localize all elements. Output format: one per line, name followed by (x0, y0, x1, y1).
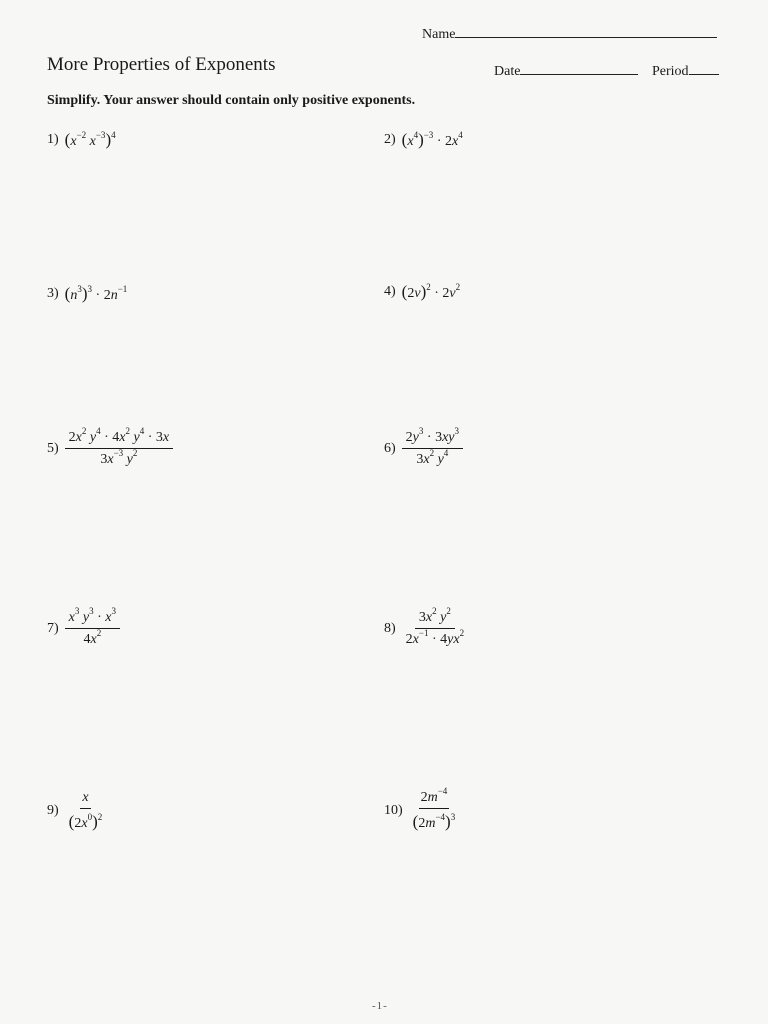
problem-number: 7) (47, 621, 59, 636)
denominator: $3x^{-3}$ $y^2$ (100, 448, 138, 467)
problem-number: 9) (47, 803, 59, 818)
period-blank (689, 61, 719, 75)
problem-9 (47, 790, 106, 832)
denominator: $4x^2$ (83, 628, 102, 647)
problem-number: 8) (384, 621, 396, 636)
problem-7 (47, 606, 120, 648)
problem-number: 4) (384, 284, 396, 299)
name-field (422, 24, 717, 43)
page-number: -1- (372, 1000, 388, 1012)
problem-3 (47, 284, 127, 304)
period-label: Period (652, 64, 689, 79)
denominator: $(2x^0)^2$ (68, 812, 103, 831)
numerator: $3x^2$ $y^2$ (415, 610, 455, 629)
numerator: $2y^3 \cdot 3xy^3$ (402, 430, 463, 449)
numerator: $x^3$ $y^3 \cdot x^3$ (65, 610, 120, 629)
problem-10 (384, 786, 459, 832)
period-field (652, 61, 719, 80)
fraction (65, 606, 120, 648)
problem-expression: $(n^3)^3 \cdot 2n^{-1}$ (64, 284, 128, 303)
name-blank (455, 24, 717, 38)
problem-5 (47, 426, 173, 468)
instructions: Simplify. Your answer should contain only positive exponents. (47, 93, 416, 108)
fraction (402, 606, 468, 648)
name-label: Name (422, 27, 456, 42)
denominator: $(2m^{-4})^3$ (412, 812, 456, 831)
fraction (409, 786, 460, 832)
problem-number: 6) (384, 441, 396, 456)
date-blank (520, 61, 638, 75)
denominator: $3x^2$ $y^4$ (416, 448, 449, 467)
date-field (494, 61, 638, 80)
date-label: Date (494, 64, 521, 79)
numerator: x (80, 790, 90, 809)
problem-expression: $(2v)^2 \cdot 2v^2$ (401, 282, 461, 301)
numerator: $2x^2$ $y^4 \cdot 4x^2$ $y^4 \cdot 3x$ (65, 430, 173, 449)
problem-8 (384, 606, 468, 648)
problem-4 (384, 282, 460, 302)
problem-number: 10) (384, 803, 403, 818)
fraction (65, 426, 173, 468)
fraction (65, 790, 107, 832)
problem-2 (384, 130, 463, 150)
problem-expression: ($x^{-2}$ $x^{-3})^4$ (64, 130, 116, 149)
problem-number: 2) (384, 132, 396, 147)
problem-expression: $(x^4)^{-3} \cdot 2x^4$ (401, 130, 463, 149)
problem-number: 1) (47, 132, 59, 147)
page-title: More Properties of Exponents (47, 54, 276, 75)
fraction (402, 426, 463, 468)
numerator: $2m^{-4}$ (419, 790, 450, 809)
problem-number: 5) (47, 441, 59, 456)
denominator: $2x^{-1} \cdot 4yx^2$ (405, 628, 465, 647)
problem-number: 3) (47, 286, 59, 301)
problem-1 (47, 130, 116, 150)
problem-6 (384, 426, 463, 468)
